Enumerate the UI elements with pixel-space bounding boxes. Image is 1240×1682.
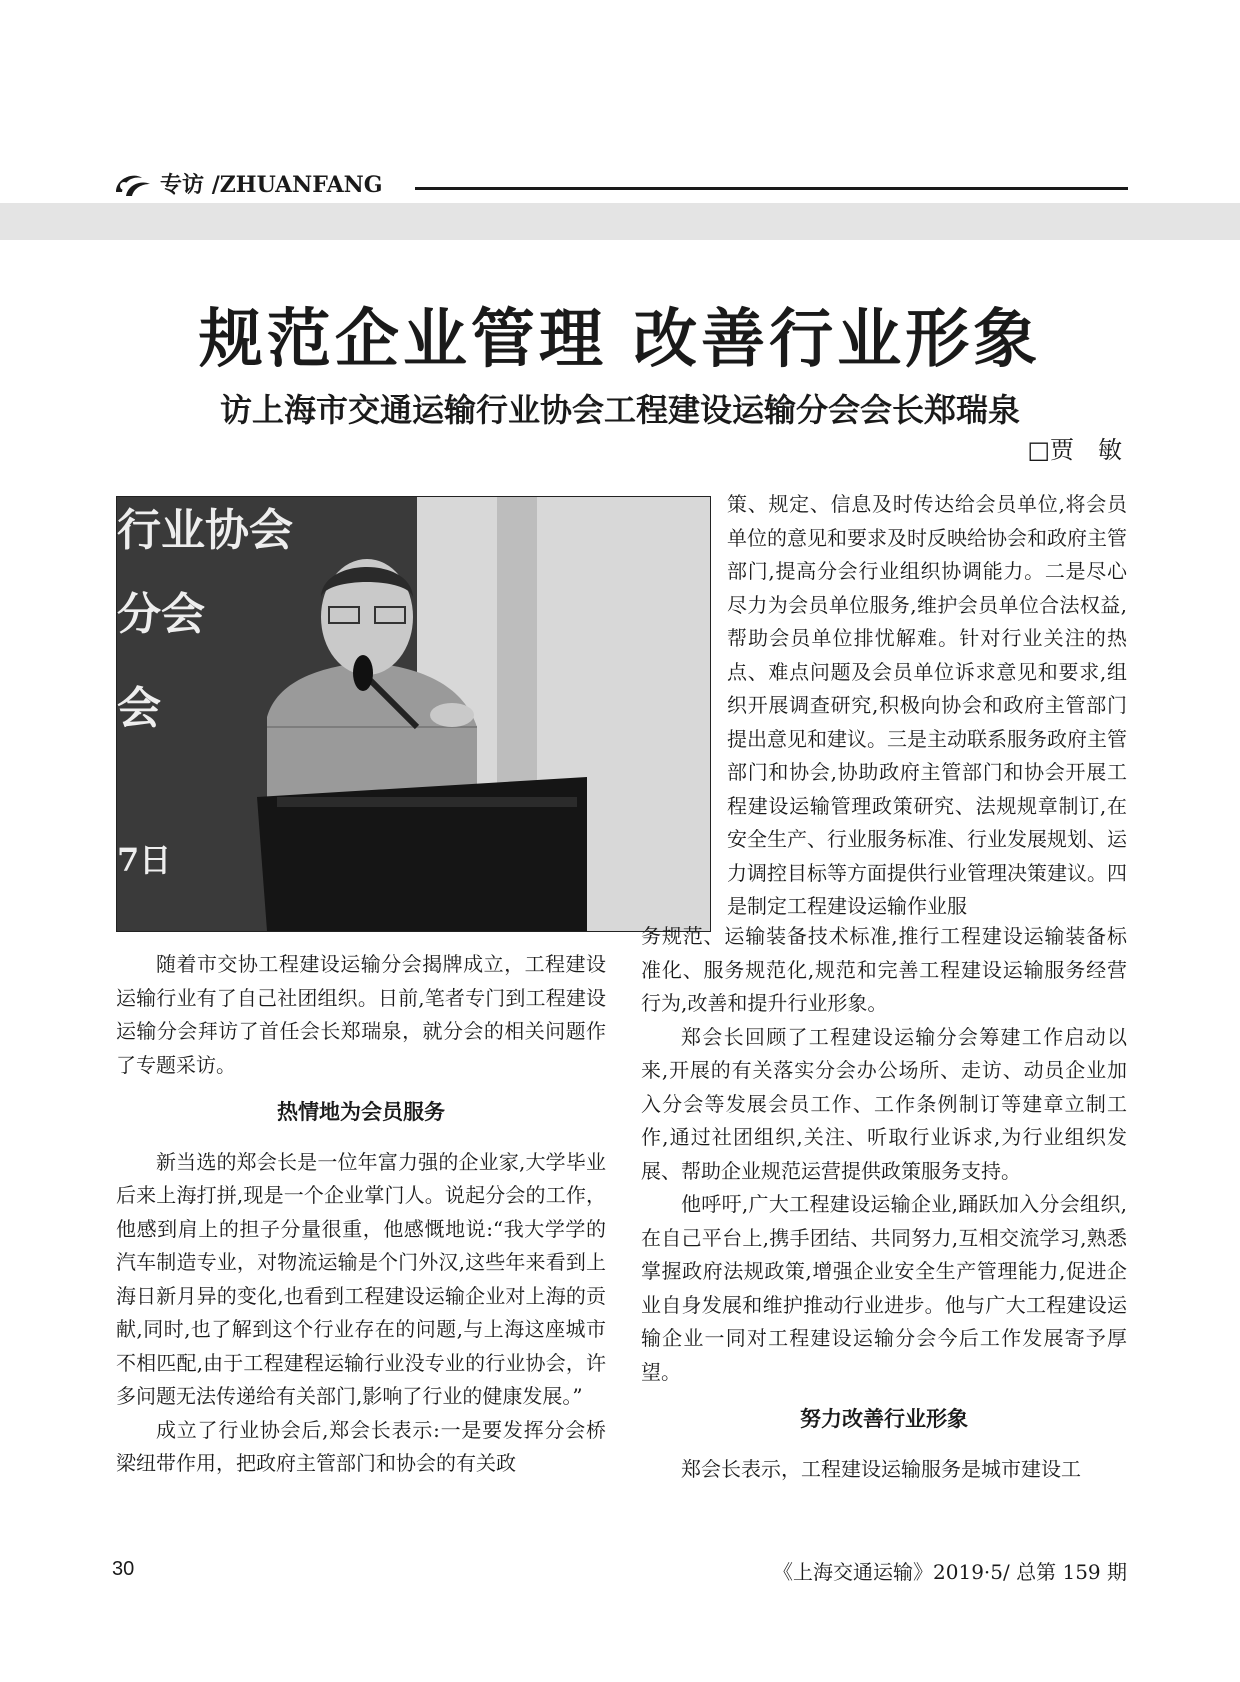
header-gray-band (0, 203, 1240, 240)
right-column-bottom (641, 920, 1127, 1486)
banner-line-1: 行业协会 (117, 505, 293, 556)
page-number: 30 (112, 1558, 135, 1580)
article-byline: □贾 敏 (1027, 436, 1122, 464)
right-column-top (727, 488, 1127, 924)
article-title: 规范企业管理 改善行业形象 (198, 302, 1042, 377)
paragraph: 新当选的郑会长是一位年富力强的企业家,大学毕业后来上海打拼,现是一个企业掌门人。说起分会的工作，他感到肩上的担子分量很重，他感慨地说:“我大学学的汽车制造专业，对物流运输是个门外汉,这些年来看到上海日新月异的变化,也看到工程建设运输企业对上海的贡献,同时,也了解到这个行业存在的问题,与上海这座城市不相匹配,由于工程建程运输行业没专业的行业协会，许多问题无法传递给有关部门,影响了行业的健康发展。” (116, 1149, 606, 1408)
publication-info: 《上海交通运输》2019·5/ 总第 159 期 (773, 1560, 1127, 1584)
paragraph-continued: 务规范、运输装备技术标准,推行工程建设运输装备标准化、服务规范化,规范和完善工程建设运输服务经营行为,改善和提升行业形象。 (641, 924, 1127, 1015)
banner-line-3: 会 (117, 683, 161, 734)
speaker-photo (116, 496, 711, 932)
paragraph: 郑会长回顾了工程建设运输分会筹建工作启动以来,开展的有关落实分会办公场所、走访、动员企业加入分会等发展会员工作、工作条例制订等建章立制工作,通过社团组织,关注、听取行业诉求,为行业组织发展、帮助企业规范运营提供政策服务支持。 (641, 1024, 1127, 1183)
magazine-logo-icon (112, 170, 152, 200)
banner-line-2: 分会 (117, 589, 205, 640)
left-column (116, 948, 606, 1481)
banner-line-4: 7日 (117, 841, 172, 879)
intro-paragraph: 随着市交协工程建设运输分会揭牌成立，工程建设运输行业有了自己社团组织。日前,笔者专门到工程建设运输分会拜访了首任会长郑瑞泉，就分会的相关问题作了专题采访。 (116, 952, 606, 1077)
header-rule (415, 187, 1128, 190)
section-label (160, 170, 383, 200)
section-heading-industry-image: 努力改善行业形象 (800, 1407, 968, 1431)
paragraph: 郑会长表示，工程建设运输服务是城市建设工 (681, 1456, 1081, 1481)
section-label-cn: 专访 (160, 172, 205, 198)
article-subtitle: 访上海市交通运输行业协会工程建设运输分会会长郑瑞泉 (219, 391, 1020, 429)
section-label-en: /ZHUANFANG (211, 172, 383, 198)
section-heading-member-service: 热情地为会员服务 (277, 1100, 445, 1124)
speaker-photo-illustration (117, 497, 710, 931)
paragraph-continued: 策、规定、信息及时传达给会员单位,将会员单位的意见和要求及时反映给协会和政府主管部门,提高分会行业组织协调能力。二是尽心尽力为会员单位服务,维护会员单位合法权益,帮助会员单位排忧解难。针对行业关注的热点、难点问题及会员单位诉求意见和要求,组织开展调查研究,积极向协会和政府主管部门提出意见和建议。三是主动联系服务政府主管部门和协会,协助政府主管部门和协会开展工程建设运输管理政策研究、法规规章制订,在安全生产、行业服务标准、行业发展规划、运力调控目标等方面提供行业管理决策建议。四是制定工程建设运输作业服 (727, 492, 1127, 918)
paragraph: 他呼吁,广大工程建设运输企业,踊跃加入分会组织,在自己平台上,携手团结、共同努力,互相交流学习,熟悉掌握政府法规政策,增强企业安全生产管理能力,促进企业自身发展和维护推动行业进步。他与广大工程建设运输企业一同对工程建设运输分会今后工作发展寄予厚望。 (641, 1192, 1127, 1384)
paragraph: 成立了行业协会后,郑会长表示:一是要发挥分会桥梁纽带作用，把政府主管部门和协会的有关政 (116, 1417, 606, 1475)
